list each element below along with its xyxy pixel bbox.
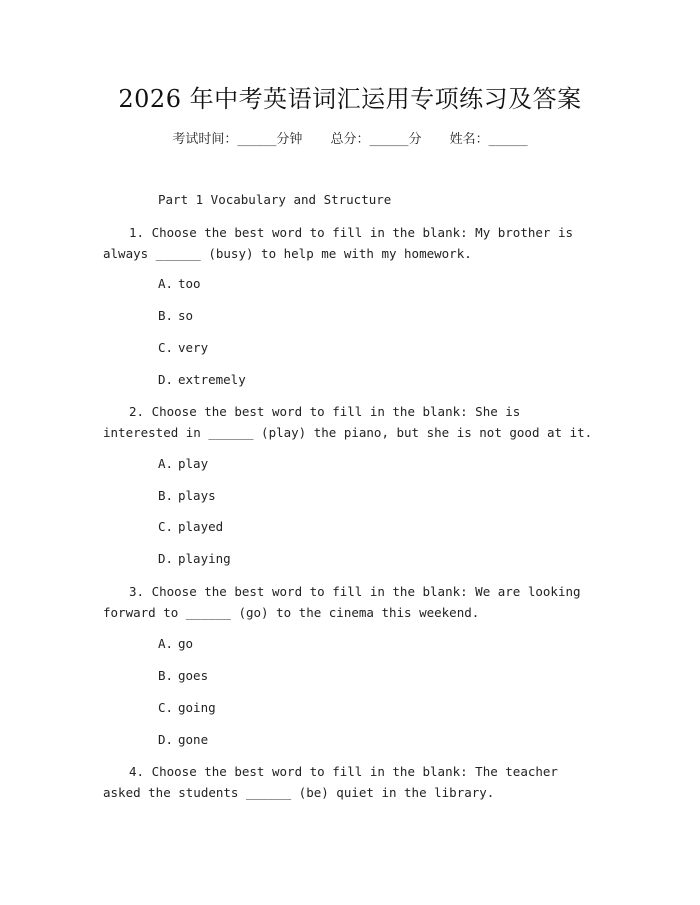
option-text: too (178, 276, 201, 291)
option-letter: D. (158, 372, 174, 387)
option-letter: A. (158, 456, 174, 471)
total-score-field: 总分：______分 (330, 132, 422, 147)
option-letter: A. (158, 636, 174, 651)
option-letter: B. (158, 488, 174, 503)
question-3-option-a (158, 634, 193, 654)
question-3-stem: 3. Choose the best word to fill in the blank: We are looking forward to ______ (go) to the cinema this weekend. (103, 584, 581, 620)
student-name-field: 姓名：______ (449, 132, 528, 147)
option-letter: C. (158, 519, 174, 534)
option-letter: A. (158, 276, 174, 291)
option-text: so (178, 308, 194, 323)
question-3-option-d (158, 730, 208, 750)
question-4-stem: 4. Choose the best word to fill in the blank: The teacher asked the students ______ (be) quiet in the library. (103, 764, 558, 800)
option-text: going (178, 700, 216, 715)
question-1-option-c (158, 338, 208, 358)
option-letter: C. (158, 700, 174, 715)
part-heading: Part 1 Vocabulary and Structure (158, 192, 392, 207)
exam-time-field: 考试时间：______分钟 (172, 132, 303, 147)
question-2-option-c (158, 517, 223, 537)
question-1-option-b (158, 306, 193, 326)
option-text: play (178, 456, 209, 471)
option-letter: D. (158, 551, 174, 566)
exam-info-row (0, 130, 700, 150)
option-text: played (178, 519, 224, 534)
question-1-stem: 1. Choose the best word to fill in the blank: My brother is always ______ (busy) to help me with my homework. (103, 225, 574, 261)
option-text: go (178, 636, 194, 651)
option-text: goes (178, 668, 209, 683)
option-text: plays (178, 488, 216, 503)
option-letter: B. (158, 668, 174, 683)
option-text: playing (178, 551, 231, 566)
question-2-option-d (158, 549, 231, 569)
question-2-option-b (158, 486, 216, 506)
question-1-option-d (158, 370, 246, 390)
option-text: extremely (178, 372, 246, 387)
option-text: very (178, 340, 209, 355)
question-3-option-b (158, 666, 208, 686)
option-letter: D. (158, 732, 174, 747)
question-1-option-a (158, 274, 201, 294)
option-letter: C. (158, 340, 174, 355)
option-letter: B. (158, 308, 174, 323)
page-title: 2026 年中考英语词汇运用专项练习及答案 (118, 85, 582, 113)
question-2-option-a (158, 454, 208, 474)
question-3-option-c (158, 698, 216, 718)
option-text: gone (178, 732, 209, 747)
question-2-stem: 2. Choose the best word to fill in the blank: She is interested in ______ (play) the piano, but she is not good at it. (103, 404, 593, 440)
